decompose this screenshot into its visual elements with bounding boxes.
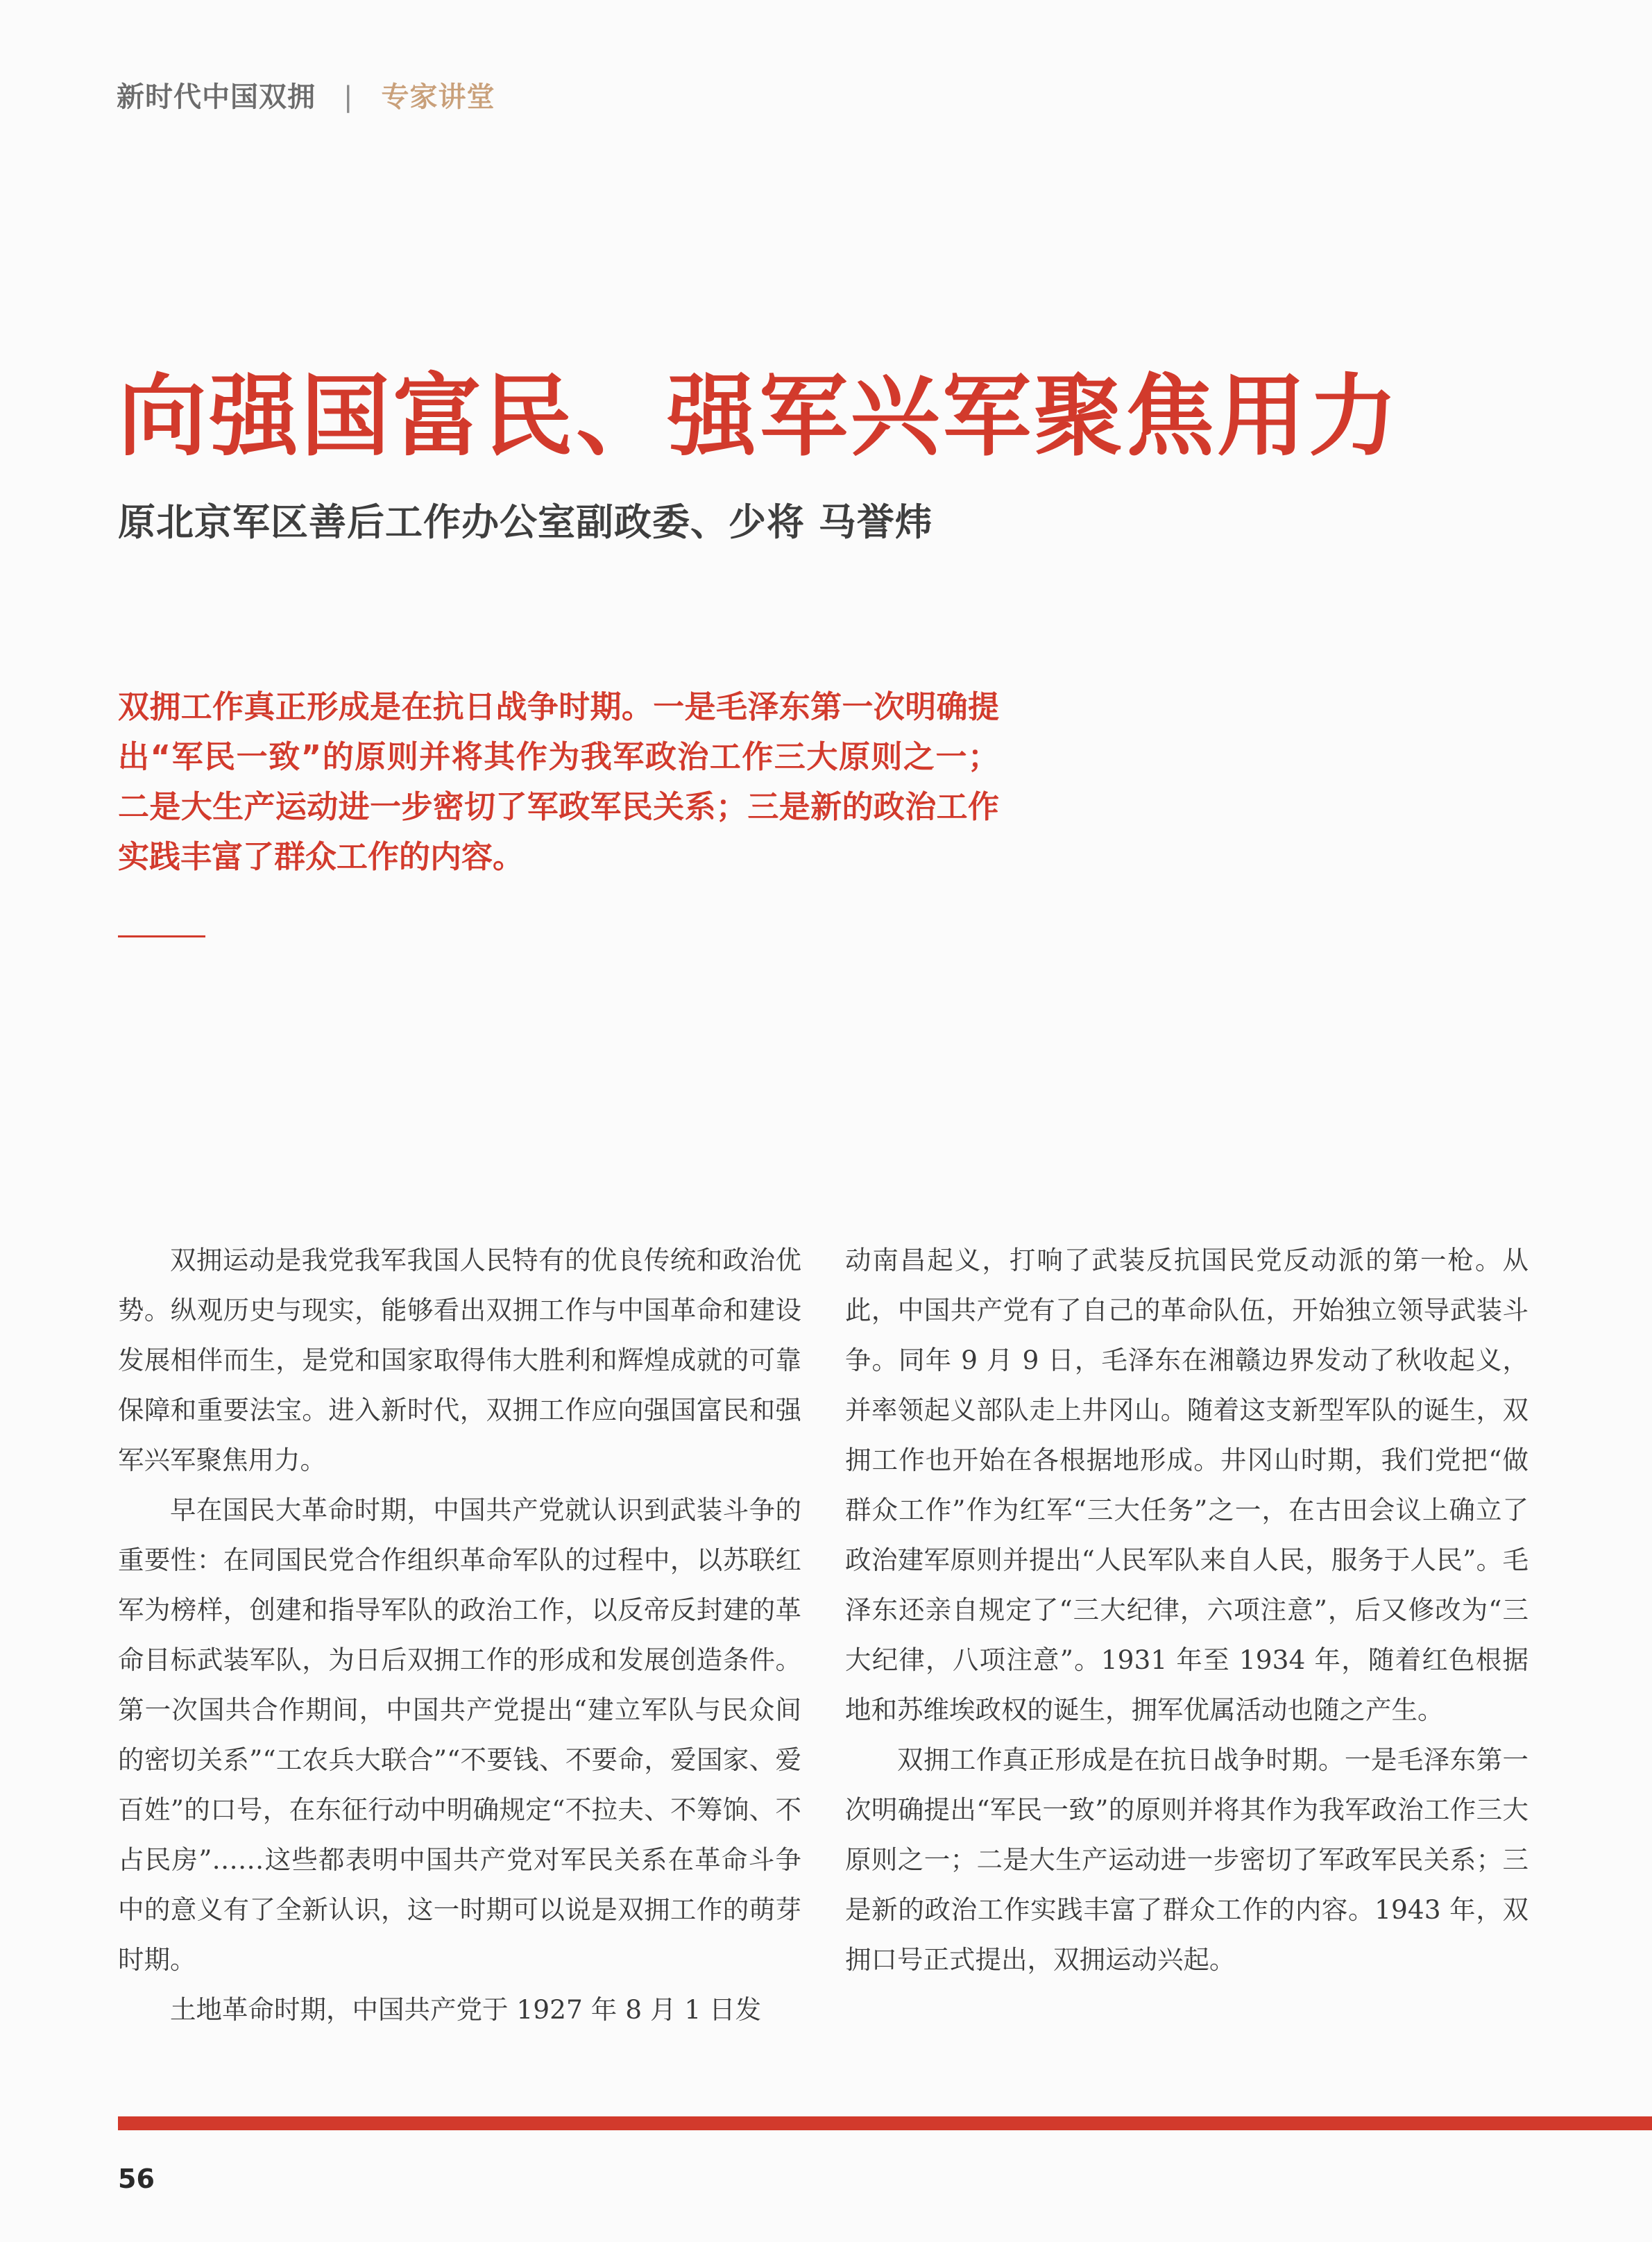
header-separator: | <box>343 81 354 113</box>
magazine-name: 新时代中国双拥 <box>117 81 316 113</box>
body-paragraph: 土地革命时期，中国共产党于 1927 年 8 月 1 日发 <box>170 1994 762 2025</box>
page-number: 56 <box>118 2164 155 2194</box>
body-column-left <box>118 1235 801 2035</box>
body-paragraph: 双拥工作真正形成是在抗日战争时期。一是毛泽东第一次明确提出“军民一致”的原则并将其作为我军政治工作三大原则之一；二是大生产运动进一步密切了军政军民关系；三是新的政治工作实践丰富了群众工作的内容。1943 年，双拥口号正式提出，双拥运动兴起。 <box>845 1744 1528 1975</box>
footer-accent-bar <box>118 2116 1652 2130</box>
column-name: 专家讲堂 <box>381 81 495 113</box>
article-title: 向强国富民、强军兴军聚焦用力 <box>118 364 1401 468</box>
running-header <box>117 75 495 114</box>
body-column-right <box>845 1235 1528 1985</box>
lead-paragraph: 双拥工作真正形成是在抗日战争时期。一是毛泽东第一次明确提出“军民一致”的原则并将其作为我军政治工作三大原则之一；二是大生产运动进一步密切了军政军民关系；三是新的政治工作实践丰富了群众工作的内容。 <box>118 688 999 875</box>
body-paragraph-continued: 动南昌起义，打响了武装反抗国民党反动派的第一枪。从此，中国共产党有了自己的革命队伍，开始独立领导武装斗争。同年 9 月 9 日，毛泽东在湘赣边界发动了秋收起义，并率领起义部队走上井冈山。随着这支新型军队的诞生，双拥工作也开始在各根据地形成。井冈山时期，我们党把“做群众工作”作为红军“三大任务”之一，在古田会议上确立了政治建军原则并提出“人民军队来自人民，服务于人民”。毛泽东还亲自规定了“三大纪律，六项注意”，后又修改为“三大纪律，八项注意”。1931 年至 1934 年，随着红色根据地和苏维埃政权的诞生，拥军优属活动也随之产生。 <box>845 1245 1528 1725</box>
lead-divider <box>118 935 205 937</box>
author-byline: 原北京军区善后工作办公室副政委、少将 马誉炜 <box>118 500 933 544</box>
body-paragraph: 双拥运动是我党我军我国人民特有的优良传统和政治优势。纵观历史与现实，能够看出双拥工作与中国革命和建设发展相伴而生，是党和国家取得伟大胜利和辉煌成就的可靠保障和重要法宝。进入新时代，双拥工作应向强国富民和强军兴军聚焦用力。 <box>118 1245 801 1475</box>
body-paragraph: 早在国民大革命时期，中国共产党就认识到武装斗争的重要性：在同国民党合作组织革命军队的过程中，以苏联红军为榜样，创建和指导军队的政治工作，以反帝反封建的革命目标武装军队，为日后双拥工作的形成和发展创造条件。第一次国共合作期间，中国共产党提出“建立军队与民众间的密切关系”“工农兵大联合”“不要钱、不要命，爱国家、爱百姓”的口号，在东征行动中明确规定“不拉夫、不筹饷、不占民房”……这些都表明中国共产党对军民关系在革命斗争中的意义有了全新认识，这一时期可以说是双拥工作的萌芽时期。 <box>118 1495 801 1975</box>
